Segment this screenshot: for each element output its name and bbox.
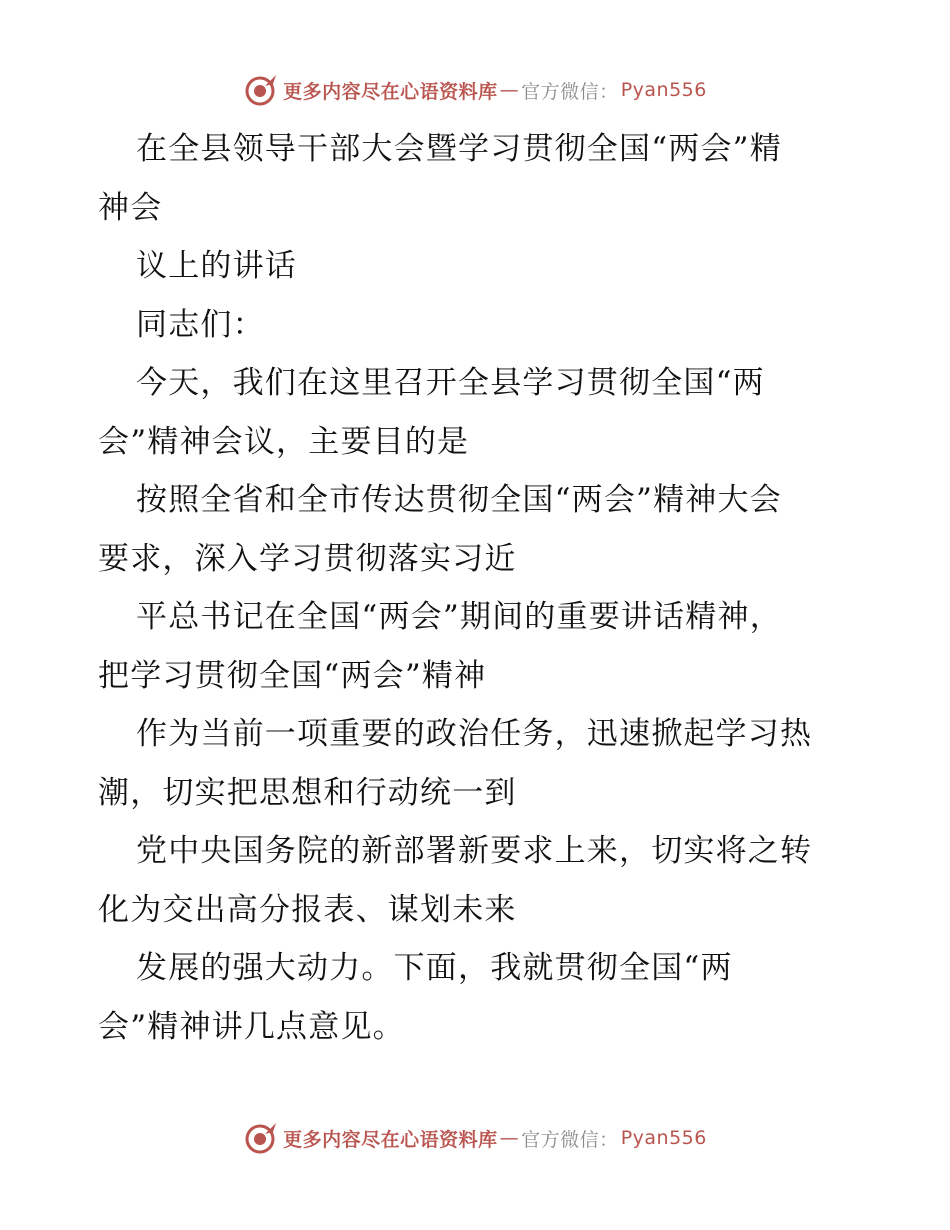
watermark-official-label: 官方微信：	[521, 80, 619, 103]
watermark-dash: —	[499, 79, 520, 101]
text-line: 平总书记在全国“两会”期间的重要讲话精神，	[136, 599, 782, 635]
quill-logo-icon	[243, 72, 279, 108]
text-line: 作为当前一项重要的政治任务，迅速掀起学习热	[136, 716, 813, 752]
text-line: 会”精神讲几点意见。	[98, 1008, 405, 1045]
watermark-wechat-id: Pyan556	[620, 1127, 707, 1149]
text-line: 按照全省和全市传达贯彻全国“两会”精神大会	[136, 482, 782, 518]
watermark-dash: —	[499, 1127, 520, 1149]
text-line: 神会	[98, 189, 163, 226]
text-line: 今天，我们在这里召开全县学习贯彻全国“两	[136, 365, 765, 401]
text-line: 发展的强大动力。下面，我就贯彻全国“两	[136, 950, 733, 986]
text-line: 化为交出高分报表、谋划未来	[98, 891, 517, 928]
text-line: 会”精神会议，主要目的是	[98, 423, 470, 460]
watermark-title: 更多内容尽在心语资料库	[283, 1128, 498, 1151]
text-line: 把学习贯彻全国“两会”精神	[98, 657, 487, 694]
text-line: 党中央国务院的新部署新要求上来，切实将之转	[136, 833, 813, 869]
watermark-official-label: 官方微信：	[521, 1128, 619, 1151]
text-line: 在全县领导干部大会暨学习贯彻全国“两会”精	[136, 131, 782, 167]
quill-logo-icon	[243, 1120, 279, 1156]
text-line: 议上的讲话	[136, 248, 297, 284]
header-watermark	[0, 70, 950, 110]
watermark-title: 更多内容尽在心语资料库	[283, 80, 498, 103]
text-line: 潮，切实把思想和行动统一到	[98, 774, 517, 811]
watermark-wechat-id: Pyan556	[620, 79, 707, 101]
footer-watermark	[0, 1118, 950, 1158]
text-line: 同志们：	[136, 306, 265, 343]
text-line: 要求，深入学习贯彻落实习近	[98, 540, 517, 577]
document-body	[98, 120, 858, 1056]
